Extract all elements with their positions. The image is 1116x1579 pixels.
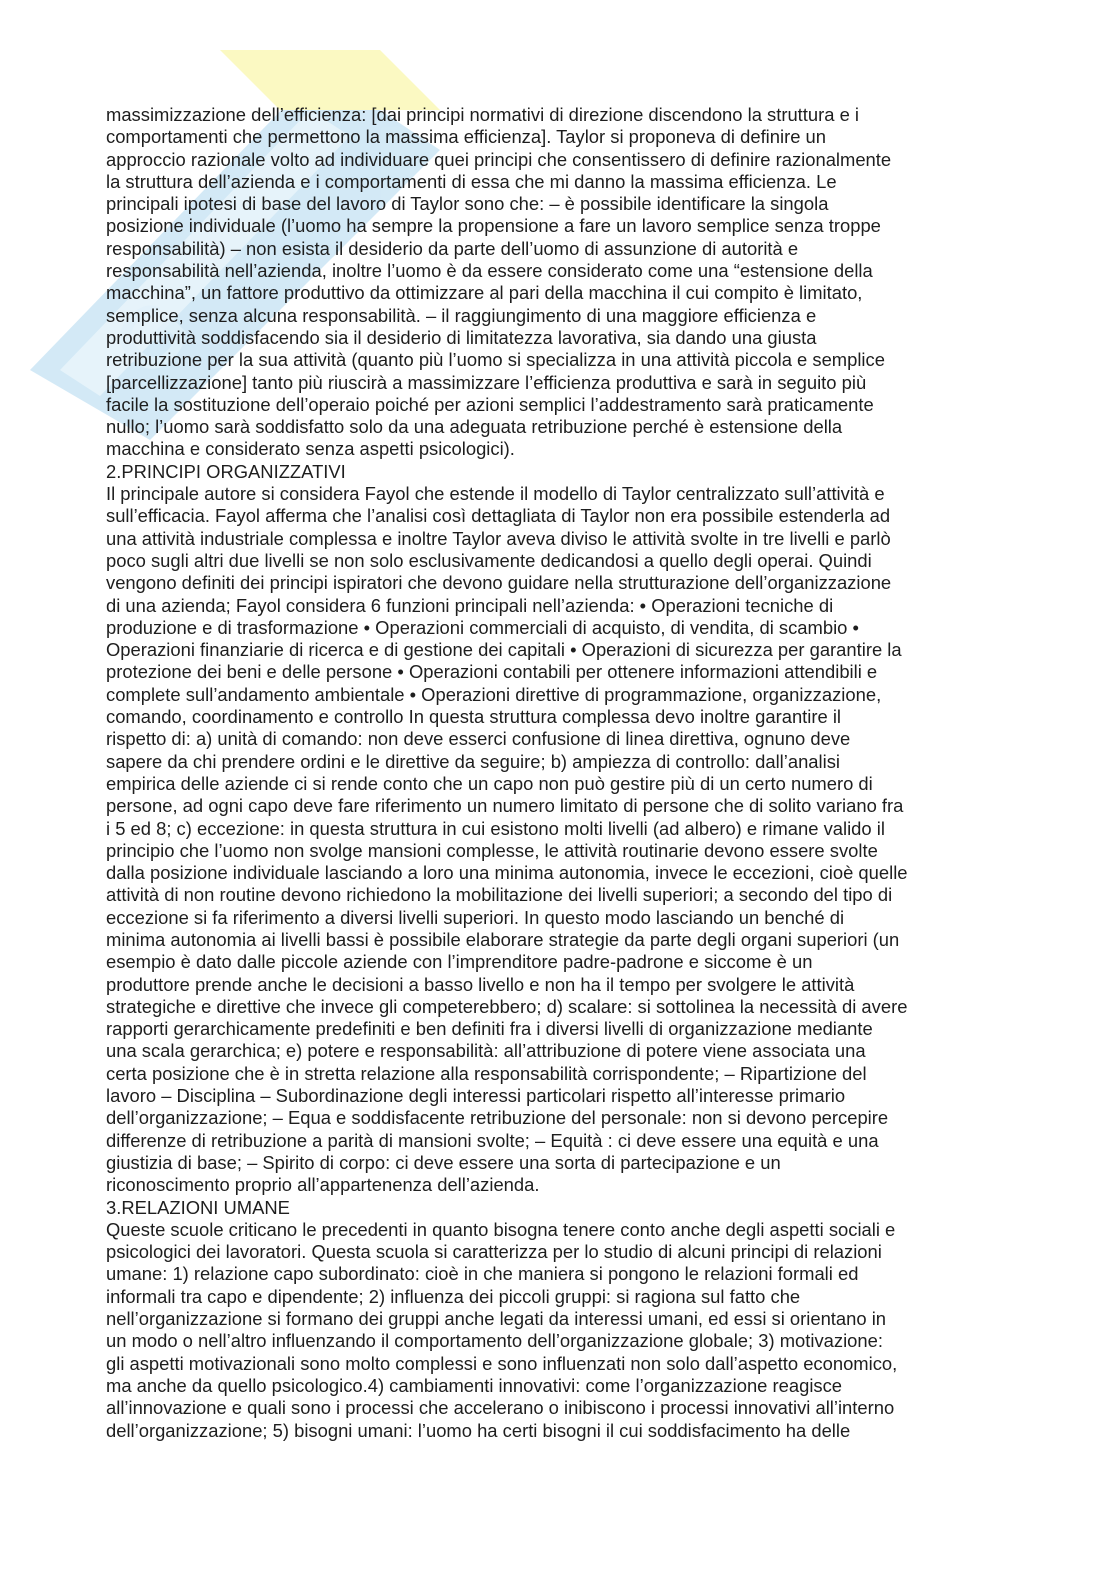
text-line: una attività industriale complessa e inoltre Taylor aveva diviso le attività svolte in tre livelli e parlò [106,527,891,549]
text-line: nell’organizzazione si formano dei gruppi anche legati da interessi umani, ed essi si orientano in [106,1308,887,1330]
text-line: certa posizione che è in stretta relazione alla responsabilità corrispondente; – Ripartizione del [106,1062,867,1084]
text-line: sull’efficacia. Fayol afferma che l’analisi così dettagliata di Taylor non era possibile estenderla ad [106,505,891,527]
text-line: approccio razionale volto ad individuare quei principi che consentissero di definire razionalmente [106,148,892,170]
text-line: psicologici dei lavoratori. Questa scuola si caratterizza per lo studio di alcuni principi di relazioni [106,1241,882,1263]
text-line: retribuzione per la sua attività (quanto più l’uomo si specializza in una attività piccola e semplice [106,349,885,371]
text-line: all’innovazione e quali sono i processi che accelerano o inibiscono i processi innovativi all’interno [106,1397,895,1419]
text-line: posizione individuale (l’uomo ha sempre la propensione a fare un lavoro semplice senza troppe [106,215,881,237]
text-line: persone, ad ogni capo deve fare riferimento un numero limitato di persone che di solito variano fra [106,795,904,817]
text-line: esempio è dato dalle piccole aziende con l’imprenditore padre-padrone e siccome è un [106,951,813,973]
text-line: giustizia di base; – Spirito di corpo: ci deve essere una sorta di partecipazione e un [106,1151,781,1173]
text-line: differenze di retribuzione a parità di mansioni svolte; – Equità : ci deve essere una equità e una [106,1129,879,1151]
text-line: strategiche e direttive che invece gli competerebbero; d) scalare: si sottolinea la necessità di avere [106,995,908,1017]
text-line: minima autonomia ai livelli bassi è possibile elaborare strategie da parte degli organi superiori (un [106,928,900,950]
text-line: massimizzazione dell’efficienza: [dai principi normativi di direzione discendono la struttura e i [106,104,860,125]
text-line: umane: 1) relazione capo subordinato: cioè in che maniera si pongono le relazioni formali ed [106,1263,859,1285]
text-line: ma anche da quello psicologico.4) cambiamenti innovativi: come l’organizzazione reagisce [106,1374,843,1396]
text-line: produzione e di trasformazione • Operazioni commerciali di acquisto, di vendita, di scambio • [106,616,859,638]
text-line: principali ipotesi di base del lavoro di Taylor sono che: – è possibile identificare la singola [106,193,829,215]
text-line: Il principale autore si considera Fayol che estende il modello di Taylor centralizzato sull’attività e [106,483,885,505]
text-line: semplice, senza alcuna responsabilità. – il raggiungimento di una maggiore efficienza e [106,304,817,326]
text-line: facile la sostituzione dell’operaio poiché per azioni semplici l’addestramento sarà praticamente [106,393,874,415]
text-line: complete sull’andamento ambientale • Operazioni direttive di programmazione, organizzazione, [106,683,882,705]
text-line: di una azienda; Fayol considera 6 funzioni principali nell’azienda: • Operazioni tecniche di [106,594,834,616]
document-body [106,104,1012,1442]
text-line: i 5 ed 8; c) eccezione: in questa struttura in cui esistono molti livelli (ad albero) e rimane valido il [106,817,885,839]
text-line: Operazioni finanziarie di ricerca e di gestione dei capitali • Operazioni di sicurezza per garantire la [106,639,902,661]
text-line: Queste scuole criticano le precedenti in quanto bisogna tenere conto anche degli aspetti sociali e [106,1218,896,1240]
text-line: responsabilità) – non esista il desiderio da parte dell’uomo di assunzione di autorità e [106,237,799,259]
text-line: gli aspetti motivazionali sono molto complessi e sono influenzati non solo dall’aspetto economico, [106,1352,898,1374]
svg-text:G: G [94,280,210,396]
paragraph-1 [106,104,1012,461]
text-line: una scala gerarchica; e) potere e responsabilità: all’attribuzione di potere viene associata una [106,1040,866,1062]
text-line: informali tra capo e dipendente; 2) influenza dei piccoli gruppi: si ragiona sul fatto che [106,1285,801,1307]
text-line: riconoscimento proprio all’appartenenza dell’azienda. [106,1174,540,1196]
paragraph-3 [106,1219,1012,1442]
text-line: principio che l’uomo non svolge mansioni complesse, le attività routinarie devono essere svolte [106,839,878,861]
text-line: poco sugli altri due livelli se non solo esclusivamente dedicandosi a quello degli operai. Quindi [106,549,872,571]
text-line: eccezione si fa riferimento a diversi livelli superiori. In questo modo lasciando un benché di [106,906,845,928]
text-line: lavoro – Disciplina – Subordinazione degli interessi particolari rispetto all’interesse primario [106,1085,846,1107]
section-heading-2: 2.PRINCIPI ORGANIZZATIVI [106,460,346,482]
text-line: [parcellizzazione] tanto più riuscirà a massimizzare l’efficienza produttiva e sarà in seguito più [106,371,867,393]
text-line: dell’organizzazione; – Equa e soddisfacente retribuzione del personale: non si devono percepire [106,1107,889,1129]
text-line: protezione dei beni e delle persone • Operazioni contabili per ottenere informazioni attendibili e [106,661,878,683]
text-line: sapere da chi prendere ordini e le direttive da seguire; b) ampiezza di controllo: dall’analisi [106,750,840,772]
text-line: produttività soddisfacendo sia il desiderio di limitatezza lavorativa, sia dando una giusta [106,326,817,348]
section-heading-3: 3.RELAZIONI UMANE [106,1196,290,1218]
text-line: macchina e considerato senza aspetti psicologici). [106,438,515,460]
text-line: responsabilità nell’azienda, inoltre l’uomo è da essere considerato come una “estensione della [106,260,873,282]
text-line: rapporti gerarchicamente predefiniti e ben definiti fra i diversi livelli di organizzazione mediante [106,1018,873,1040]
text-line: dalla posizione individuale lasciando a loro una minima autonomia, invece le eccezioni, cioè quelle [106,862,908,884]
text-line: vengono definiti dei principi ispiratori che devono guidare nella strutturazione dell’organizzazione [106,572,892,594]
text-line: empirica delle aziende ci si rende conto che un capo non può gestire più di un certo numero di [106,772,873,794]
text-line: macchina”, un fattore produttivo da ottimizzare al pari della macchina il cui compito è limitato, [106,282,863,304]
text-line: attività di non routine devono richiedono la mobilitazione dei livelli superiori; a secondo del tipo di [106,884,893,906]
text-line: dell’organizzazione; 5) bisogni umani: l’uomo ha certi bisogni il cui soddisfacimento ha delle [106,1419,851,1441]
text-line: comando, coordinamento e controllo In questa struttura complessa devo inoltre garantire il [106,706,842,728]
text-line: comportamenti che permettono la massima efficienza]. Taylor si proponeva di definire un [106,126,826,148]
text-line: un modo o nell’altro influenzando il comportamento dell’organizzazione globale; 3) motivazione: [106,1330,883,1352]
text-line: la struttura dell’azienda e i comportamenti di essa che mi danno la massima efficienza. Le [106,170,837,192]
paragraph-2 [106,483,1012,1197]
text-line: rispetto di: a) unità di comando: non deve esserci confusione di linea direttiva, ognuno deve [106,728,851,750]
text-line: produttore prende anche le decisioni a basso livello e non ha il tempo per svolgere le attività [106,973,855,995]
text-line: nullo; l’uomo sarà soddisfatto solo da una adeguata retribuzione perché è estensione della [106,416,843,438]
